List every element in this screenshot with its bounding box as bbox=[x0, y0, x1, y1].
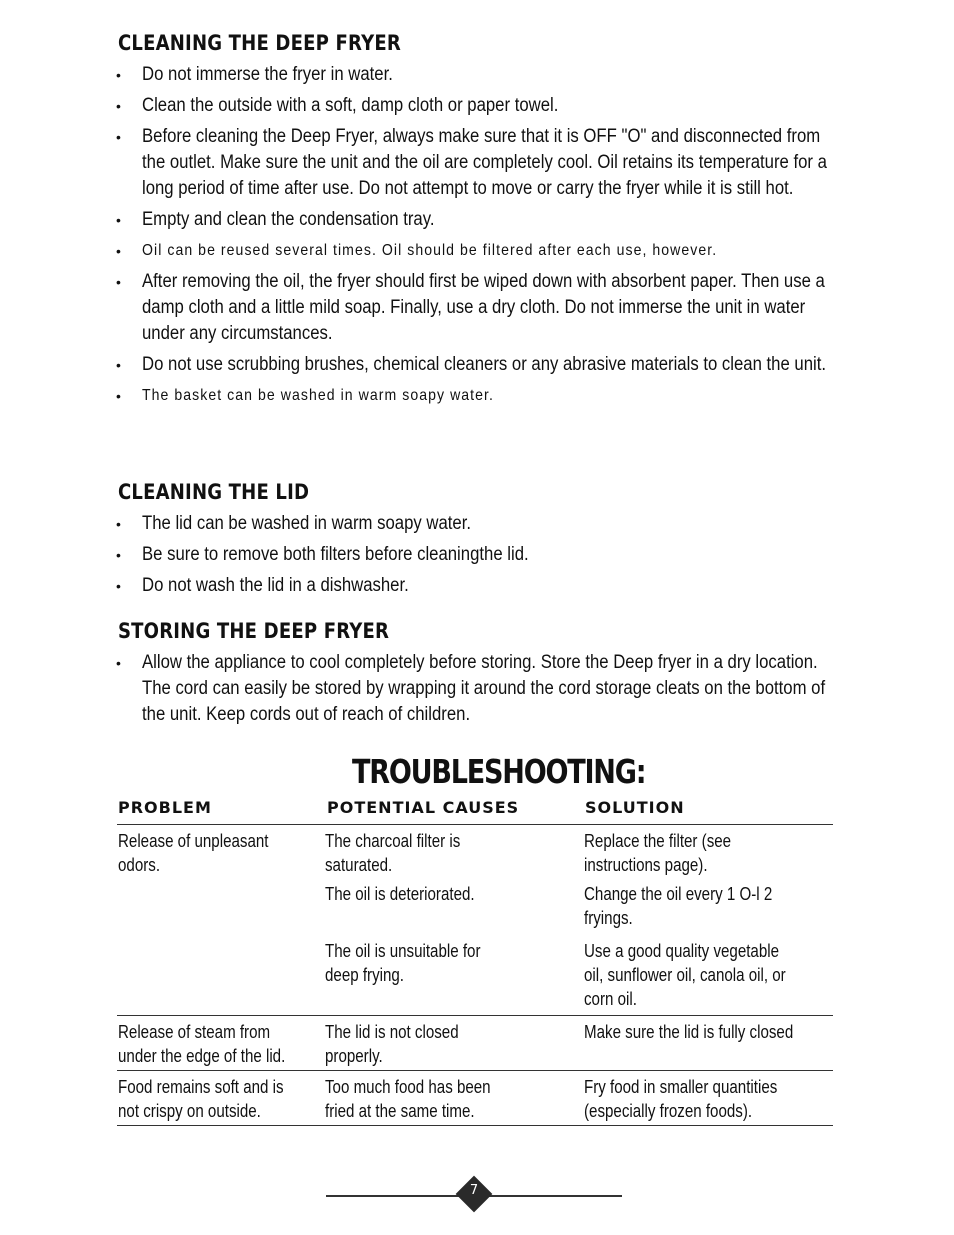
list-item: • Do not use scrubbing brushes, chemical cleaners or any abrasive materials to clean the unit. bbox=[116, 352, 836, 378]
troubleshooting-table bbox=[117, 798, 833, 1126]
solution-cell: Change the oil every 1 O-l 2 fryings. bbox=[584, 884, 773, 928]
cause-cell: The oil is deteriorated. bbox=[325, 884, 475, 904]
problem-cell: Release of unpleasant odors. bbox=[118, 831, 269, 875]
list-item: • Oil can be reused several times. Oil should be filtered after each use, however. bbox=[116, 238, 836, 264]
list-storing bbox=[116, 650, 836, 733]
footer-rule-right bbox=[487, 1195, 622, 1197]
list-item: • Empty and clean the condensation tray. bbox=[116, 207, 836, 233]
footer-rule-left bbox=[326, 1195, 461, 1197]
troubleshooting-title: TROUBLESHOOTING: bbox=[352, 752, 646, 791]
heading-storing: STORING THE DEEP FRYER bbox=[118, 619, 390, 643]
cause-cell: The charcoal filter is saturated. bbox=[325, 831, 461, 875]
list-item: • Allow the appliance to cool completely before storing. Store the Deep fryer in a dry location. The cord can easily be stored by wrapping it around the cord storage cleats on the bottom of the unit. Keep cords out of reach of children. bbox=[116, 650, 836, 728]
header-problem: PROBLEM bbox=[118, 798, 212, 817]
table-header bbox=[117, 798, 833, 825]
problem-cell: Food remains soft and is not crispy on outside. bbox=[118, 1077, 284, 1121]
list-item: • Do not wash the lid in a dishwasher. bbox=[116, 573, 836, 599]
list-item: • The basket can be washed in warm soapy water. bbox=[116, 383, 836, 409]
list-item: • Clean the outside with a soft, damp cloth or paper towel. bbox=[116, 93, 836, 119]
solution-cell: Use a good quality vegetable oil, sunflower oil, canola oil, or corn oil. bbox=[584, 941, 786, 1009]
problem-cell: Release of steam from under the edge of the lid. bbox=[118, 1022, 286, 1066]
header-causes: POTENTIAL CAUSES bbox=[327, 798, 520, 817]
list-item: • Be sure to remove both filters before cleaningthe lid. bbox=[116, 542, 836, 568]
list-item: • After removing the oil, the fryer should first be wiped down with absorbent paper. Then use a damp cloth and a little mild soap. Finally, use a dry cloth. Do not immerse the unit in water under any circumstances. bbox=[116, 269, 836, 347]
solution-cell: Make sure the lid is fully closed bbox=[584, 1022, 794, 1042]
solution-cell: Replace the filter (see instructions page). bbox=[584, 831, 732, 875]
table-row bbox=[117, 1016, 833, 1071]
heading-cleaning-fryer: CLEANING THE DEEP FRYER bbox=[118, 31, 401, 55]
cause-cell: Too much food has been fried at the same time. bbox=[325, 1077, 491, 1121]
cause-cell: The lid is not closed properly. bbox=[325, 1022, 459, 1066]
table-row bbox=[117, 825, 833, 1016]
solution-cell: Fry food in smaller quantities (especially frozen foods). bbox=[584, 1077, 778, 1121]
list-cleaning-fryer bbox=[116, 62, 836, 414]
header-solution: SOLUTION bbox=[585, 798, 685, 817]
list-cleaning-lid bbox=[116, 511, 836, 604]
heading-cleaning-lid: CLEANING THE LID bbox=[118, 480, 310, 504]
page-number: 7 bbox=[469, 1183, 479, 1198]
list-item: • Before cleaning the Deep Fryer, always make sure that it is OFF "O" and disconnected from the outlet. Make sure the unit and the oil are completely cool. Oil retains its temperature for a long period of time after use. Do not attempt to move or carry the fryer while it is still hot. bbox=[116, 124, 836, 202]
list-item: • Do not immerse the fryer in water. bbox=[116, 62, 836, 88]
table-row bbox=[117, 1071, 833, 1126]
list-item: • The lid can be washed in warm soapy water. bbox=[116, 511, 836, 537]
cause-cell: The oil is unsuitable for deep frying. bbox=[325, 941, 481, 985]
